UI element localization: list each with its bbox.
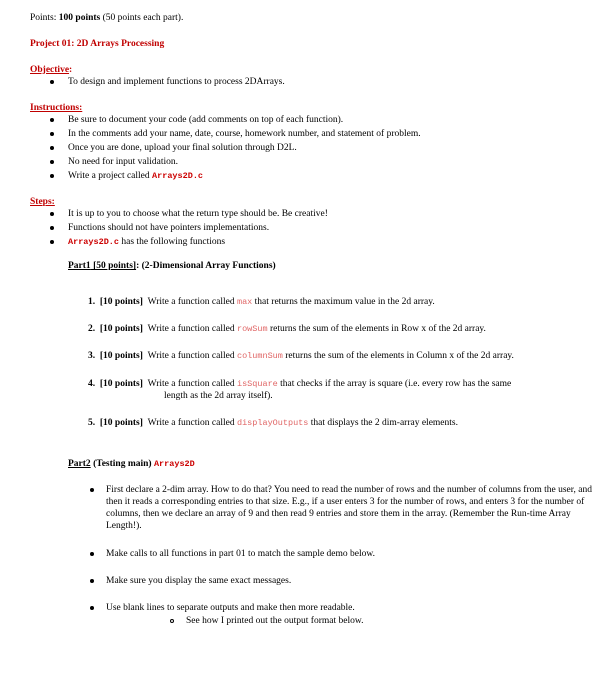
item-text-post: returns the sum of the elements in Column x of the 2d array. [282, 351, 514, 361]
item-points: [10 points] [99, 418, 143, 428]
item-text-post: returns the sum of the elements in Row x of the 2d array. [267, 324, 486, 334]
instructions-last-prefix: Write a project called [68, 171, 153, 181]
item-number: 2. [88, 324, 96, 334]
project-title: Project 01: 2D Arrays Processing [30, 39, 165, 49]
points-rest: (50 points each part). [100, 13, 184, 23]
steps-heading: Steps: [30, 197, 55, 207]
objective-item: To design and implement functions to process 2DArrays. [68, 77, 285, 87]
function-name: columnSum [236, 351, 283, 361]
steps-item-functions [68, 236, 225, 248]
bullet-icon [50, 212, 54, 216]
bullet-icon [50, 80, 54, 84]
project-filename: Arrays2D.c [152, 171, 204, 181]
instructions-item: No need for input validation. [68, 157, 179, 167]
bullet-icon [50, 132, 54, 136]
item-text: Write a function called [147, 324, 237, 334]
part2-label: Part2 [68, 459, 91, 469]
item-text-post: that displays the 2 dim-array elements. [308, 418, 458, 428]
item-points: [10 points] [99, 351, 143, 361]
objective-colon: : [69, 65, 73, 75]
steps-item: Functions should not have pointers implementations. [68, 223, 270, 233]
points-label: Points: [30, 13, 59, 23]
part1-item [88, 350, 514, 362]
part2-item: Use blank lines to separate outputs and make then more readable. [106, 603, 355, 613]
part2-item: First declare a 2-dim array. How to do that? You need to read the number of rows and the number of columns from the user, and then it reads a corresponding entries to that size. E.g., if a user enters 3 for the number of rows, and enters 3 for the number of columns, then we declare an array of 9 and then read 9 entries and store them in the array. (Remember the Run-time Array Length!). [106, 485, 593, 531]
function-name: max [236, 297, 253, 307]
item-text: Write a function called [147, 351, 237, 361]
bullet-icon [50, 240, 54, 244]
item-text-post: that returns the maximum value in the 2d array. [252, 297, 435, 307]
bullet-icon [50, 160, 54, 164]
part1-title: : (2-Dimensional Array Functions) [136, 261, 276, 271]
function-name: displayOutputs [236, 418, 309, 428]
function-name: isSquare [236, 379, 278, 389]
item-points: [10 points] [99, 297, 143, 307]
part2-title: (Testing main) [90, 459, 154, 469]
part1-item [88, 296, 435, 308]
points-value: 100 points [58, 13, 101, 23]
bullet-icon [50, 226, 54, 230]
function-name: rowSum [236, 324, 268, 334]
item-points: [10 points] [99, 324, 143, 334]
bullet-icon [90, 579, 94, 583]
points-line [30, 12, 183, 24]
circle-bullet-icon [170, 619, 174, 623]
bullet-icon [90, 488, 94, 492]
item-number: 5. [88, 418, 96, 428]
part2-item: Make sure you display the same exact messages. [106, 576, 292, 586]
part1-heading [68, 260, 276, 272]
instructions-item: Be sure to document your code (add comments on top of each function). [68, 115, 344, 125]
instructions-heading: Instructions: [30, 103, 83, 113]
part1-label: Part1 [68, 261, 91, 271]
item-points: [10 points] [99, 379, 143, 389]
instructions-item: In the comments add your name, date, course, homework number, and statement of problem. [68, 129, 421, 139]
part2-subitem: See how I printed out the output format below. [186, 616, 364, 626]
part2-item: Make calls to all functions in part 01 to match the sample demo below. [106, 549, 376, 559]
part1-item-continued: length as the 2d array itself). [164, 391, 273, 401]
part1-item [88, 378, 511, 390]
objective-heading-text: Objective [30, 65, 70, 75]
item-number: 4. [88, 379, 96, 389]
part2-code: Arrays2D [153, 459, 195, 469]
objective-heading [30, 64, 72, 76]
bullet-icon [50, 174, 54, 178]
part2-heading [68, 458, 195, 470]
instructions-item: Once you are done, upload your final solution through D2L. [68, 143, 297, 153]
item-number: 3. [88, 351, 96, 361]
item-text: Write a function called [147, 418, 237, 428]
bullet-icon [50, 118, 54, 122]
item-text: Write a function called [147, 379, 237, 389]
bullet-icon [50, 146, 54, 150]
instructions-item-project [68, 170, 203, 182]
bullet-icon [90, 606, 94, 610]
steps-item: It is up to you to choose what the return type should be. Be creative! [68, 209, 328, 219]
bullet-icon [90, 552, 94, 556]
part1-item [88, 323, 486, 335]
item-text: Write a function called [147, 297, 237, 307]
steps-filename: Arrays2D.c [68, 237, 120, 247]
part1-item [88, 417, 458, 429]
part1-points: [50 points] [90, 261, 137, 271]
item-text-post: that checks if the array is square (i.e. every row has the same [277, 379, 512, 389]
steps-last-suffix: has the following functions [119, 237, 226, 247]
item-number: 1. [88, 297, 96, 307]
